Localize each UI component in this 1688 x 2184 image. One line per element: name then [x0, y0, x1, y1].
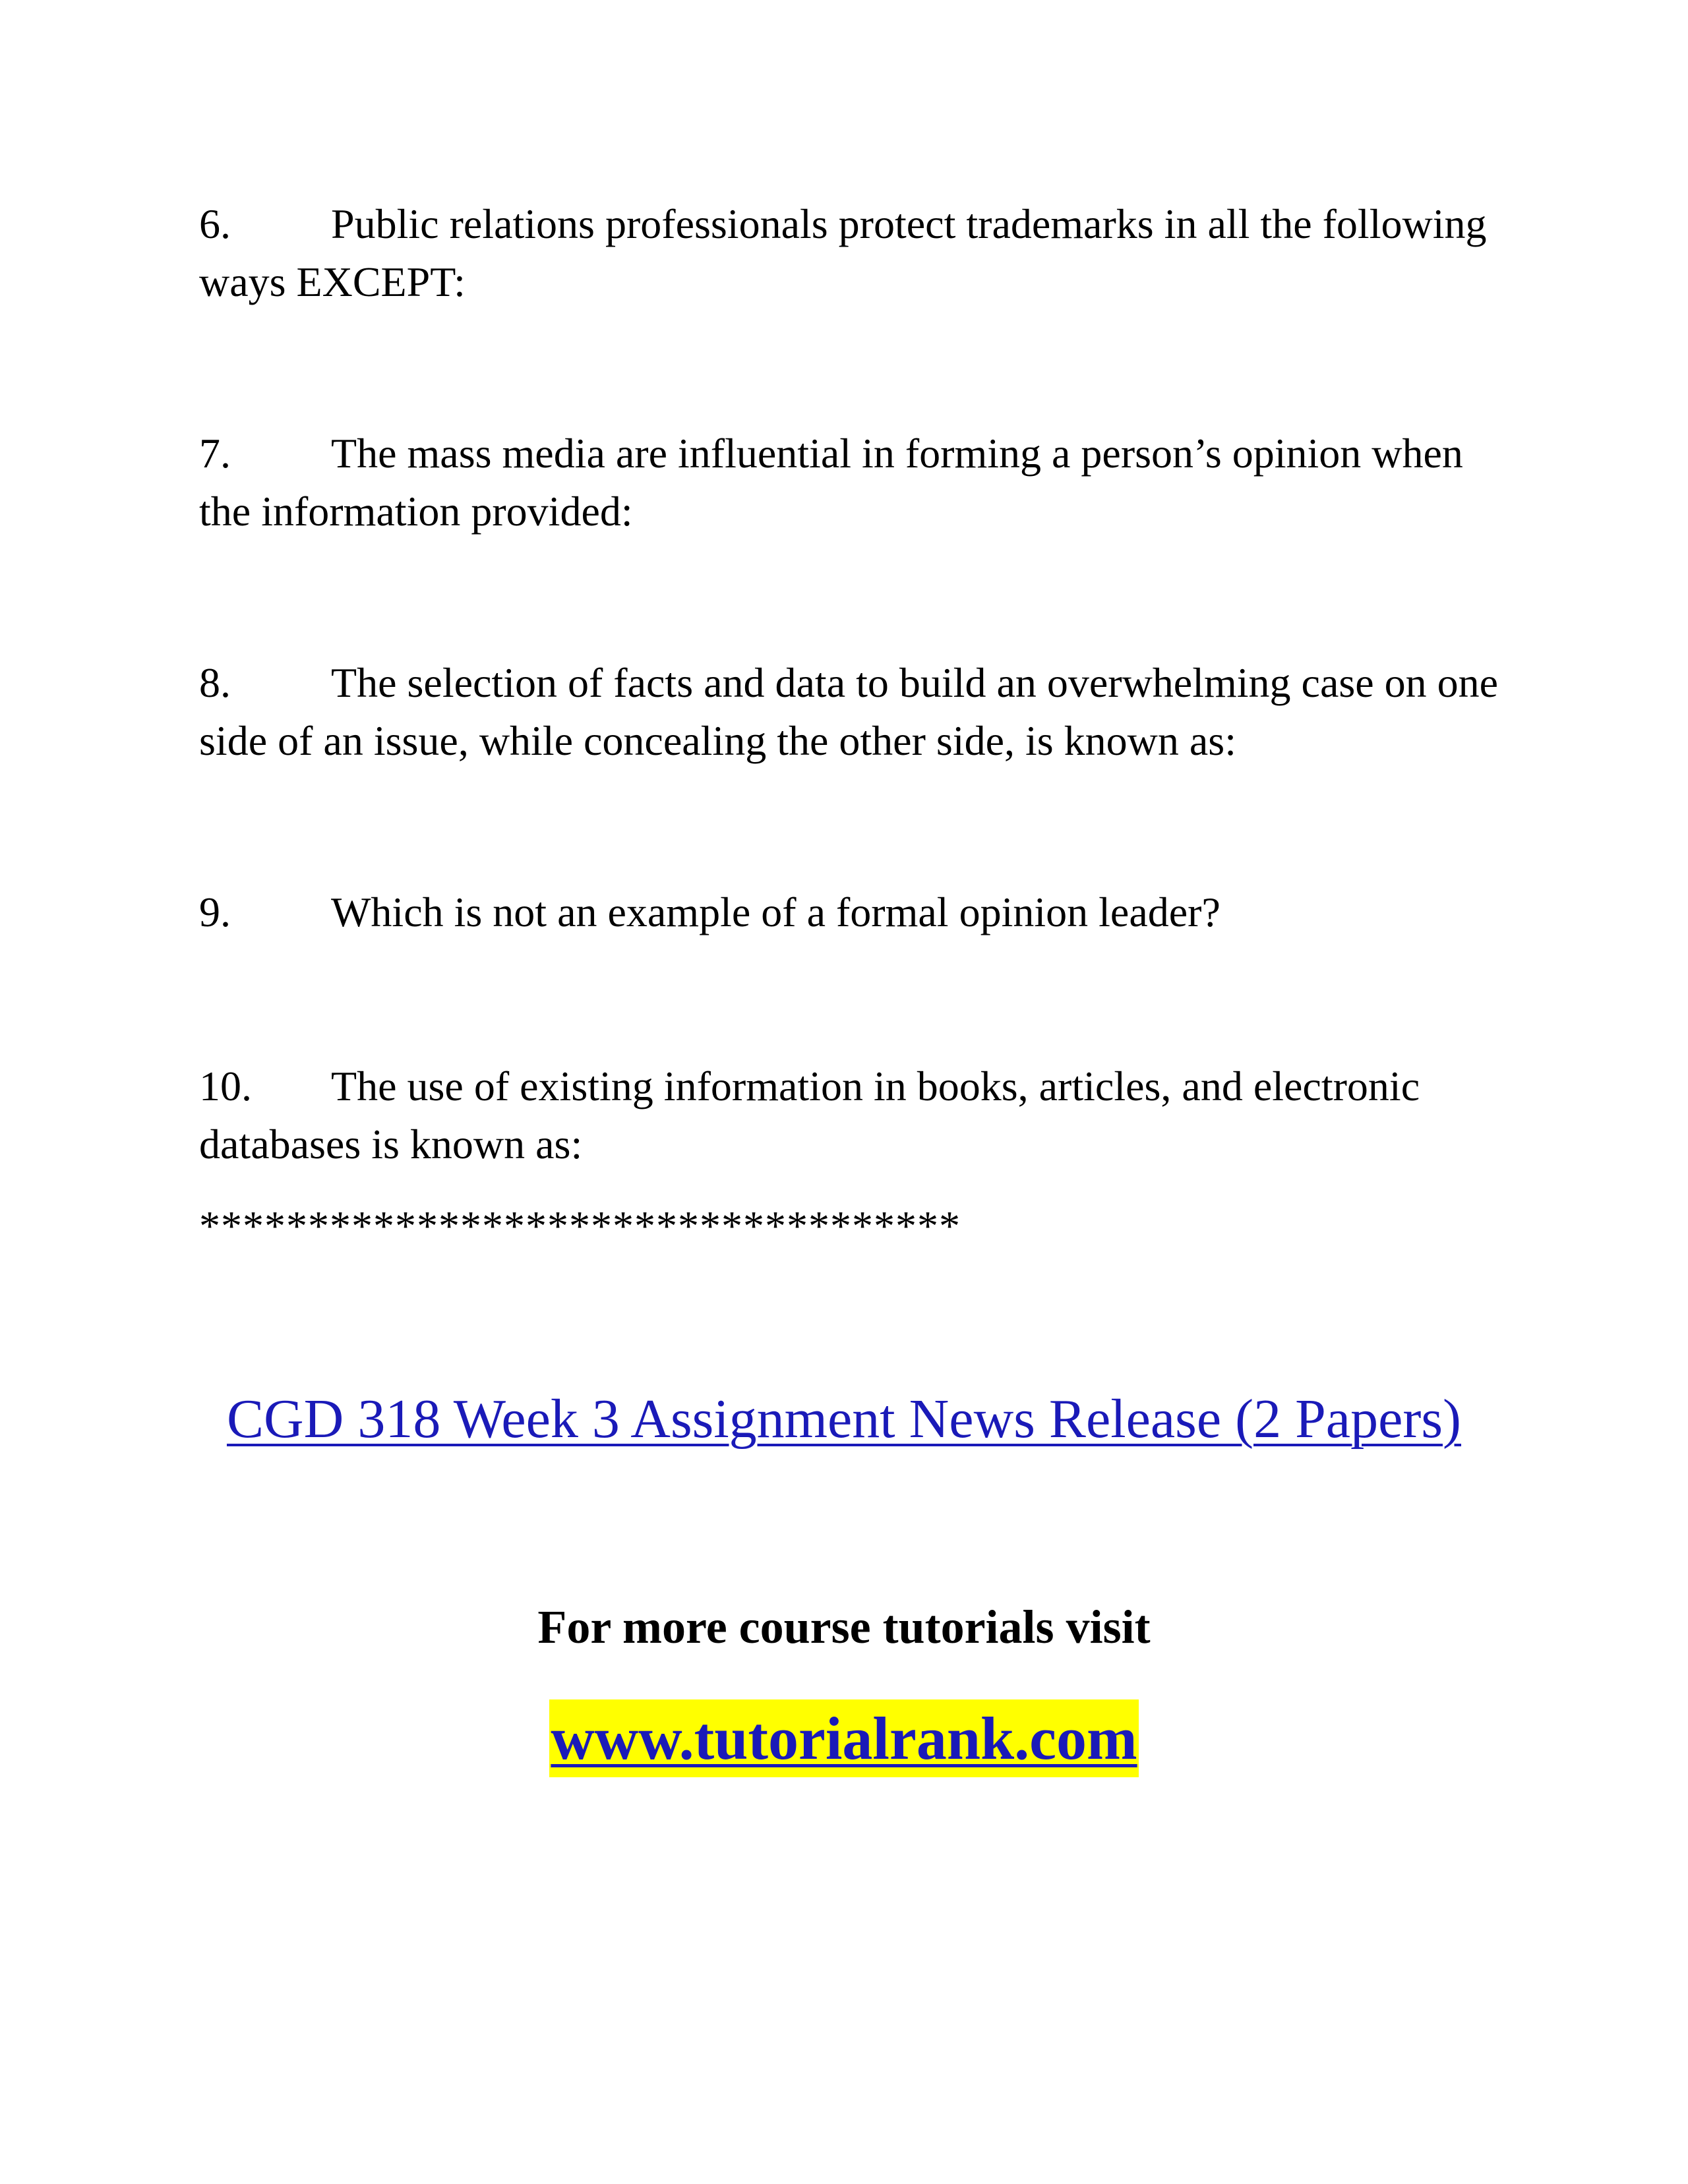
question-6 — [199, 195, 1518, 311]
question-number: 7. — [199, 430, 231, 477]
question-text: Public relations professionals protect trademarks in all the following ways EXCEPT: — [199, 200, 1487, 305]
question-10 — [199, 1057, 1518, 1173]
separator-stars: *********************************** — [199, 1202, 961, 1249]
question-text: Which is not an example of a formal opinion leader? — [331, 889, 1221, 935]
assignment-link[interactable]: CGD 318 Week 3 Assignment News Release (2 Papers) — [226, 1388, 1462, 1450]
question-9 — [199, 883, 1518, 941]
question-7 — [199, 425, 1518, 541]
promo-site-wrapper — [0, 1699, 1688, 1777]
question-text: The use of existing information in books, articles, and electronic databases is known as: — [199, 1063, 1420, 1167]
question-number: 9. — [199, 889, 231, 935]
question-8 — [199, 654, 1518, 770]
question-number: 6. — [199, 200, 231, 247]
question-number: 8. — [199, 659, 231, 706]
question-text: The mass media are influential in forming a person’s opinion when the information provided: — [199, 430, 1463, 535]
question-number: 10. — [199, 1063, 252, 1109]
site-link[interactable]: www.tutorialrank.com — [549, 1699, 1138, 1777]
promo-visit-text: For more course tutorials visit — [537, 1601, 1151, 1653]
question-text: The selection of facts and data to build an overwhelming case on one side of an issue, while concealing the other side, is known as: — [199, 659, 1499, 764]
